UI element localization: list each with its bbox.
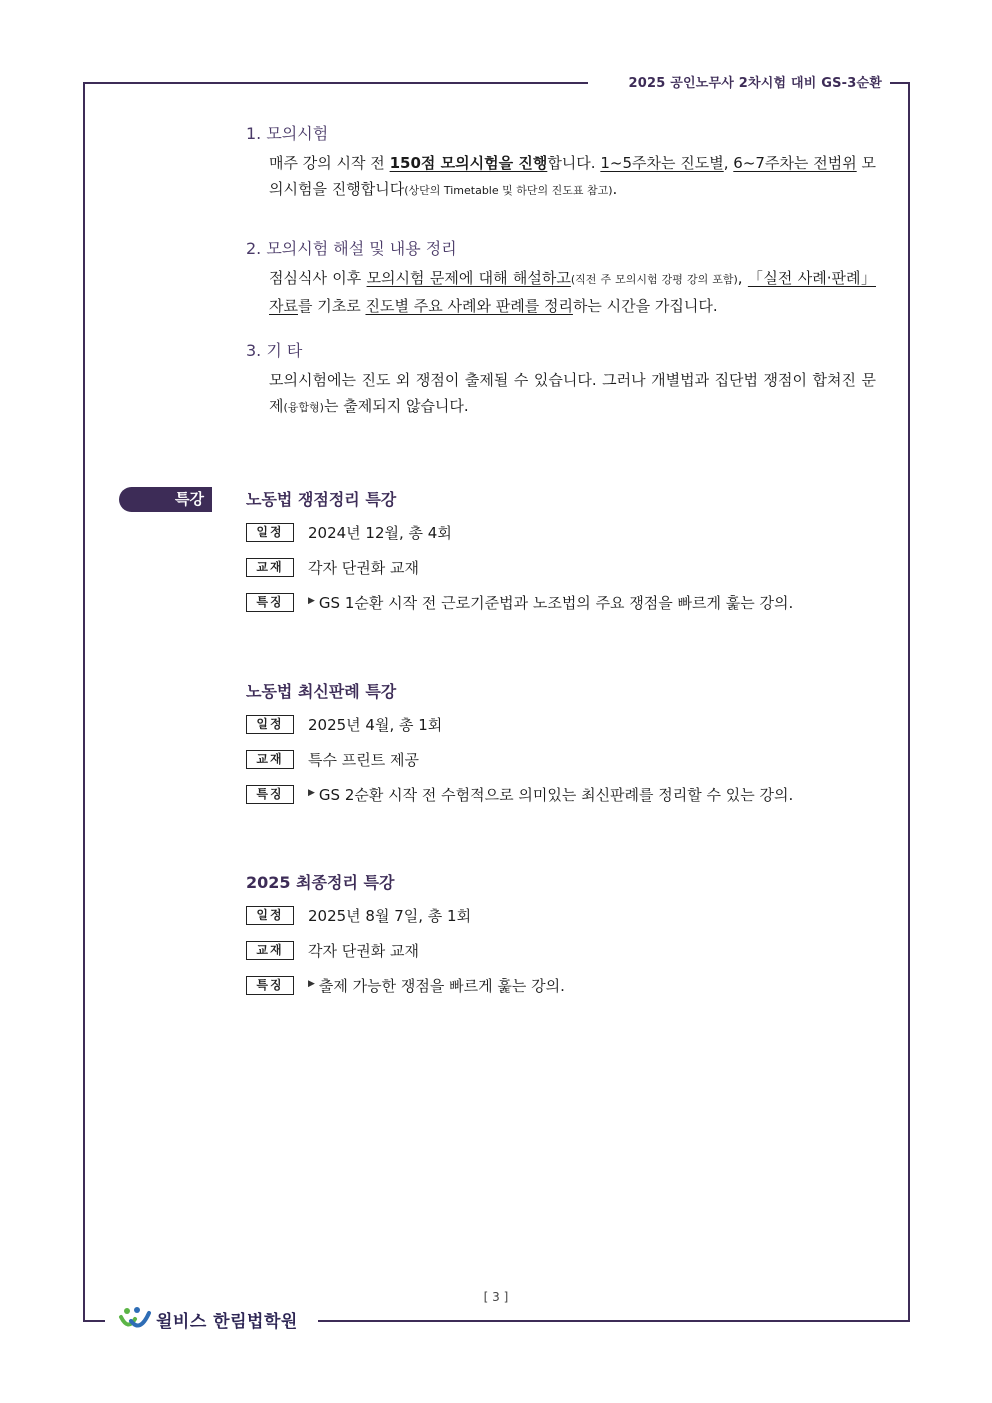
text: 매주 강의 시작 전 [269,154,390,172]
text: 합니다. [547,154,601,172]
text-underlined: 6~7주차는 전범위 [733,154,857,172]
frame-line-top [83,82,588,84]
course-textbook-row [246,555,886,580]
course-schedule-row [246,712,886,737]
schedule-value: 2025년 8월 7일, 총 1회 [308,907,472,925]
schedule-label: 일정 [246,715,294,734]
course-schedule-row [246,903,886,928]
triangle-bullet-icon: ▶ [308,978,315,989]
text: 모의시험에는 진도 외 쟁점이 출제될 수 있습니다. 그러나 개별법과 집단법 쟁점이 합쳐진 문제 [269,371,876,415]
frame-line-bottom-right [318,1320,910,1322]
course-title: 노동법 쟁점정리 특강 [246,490,397,509]
section-title: 3. 기 타 [246,341,303,360]
course-title: 2025 최종정리 특강 [246,873,395,892]
course-textbook-row [246,747,886,772]
course-title: 노동법 최신판례 특강 [246,682,397,701]
text: 점심식사 이후 [269,269,367,287]
feature-label: 특징 [246,593,294,612]
course-recent-cases [246,679,886,817]
text-note: (직전 주 모의시험 강평 강의 포함) [570,273,738,286]
text: 하는 시간을 가집니다. [572,297,718,315]
text-underlined: 「실전 사례·판례」 자료 [269,269,876,315]
section-title: 1. 모의시험 [246,124,329,143]
section-etc [246,338,876,421]
header-title: 2025 공인노무사 2차시험 대비 GS-3순환 [628,76,882,91]
feature-value: 출제 가능한 쟁점을 빠르게 훑는 강의. [318,977,565,995]
textbook-value: 특수 프린트 제공 [308,751,419,769]
course-textbook-row [246,938,886,963]
logo-icon [118,1305,152,1333]
text-underlined: 진도별 주요 사례와 판례를 정리 [365,297,573,315]
triangle-bullet-icon: ▶ [308,595,315,606]
textbook-value: 각자 단권화 교재 [308,942,419,960]
section-body [269,367,876,421]
triangle-bullet-icon: ▶ [308,787,315,798]
text: 는 출제되지 않습니다. [323,397,469,415]
text: 모의시험을 진행합니다 [269,154,876,198]
section-mock-exam [246,121,876,204]
textbook-label: 교재 [246,558,294,577]
textbook-label: 교재 [246,941,294,960]
frame-line-right [908,82,910,1320]
text-emphasis: 150점 모의시험을 진행 [389,154,548,172]
footer-logo [118,1305,298,1333]
schedule-label: 일정 [246,906,294,925]
special-lecture-badge: 특강 [119,487,212,512]
text-note: (상단의 Timetable 및 하단의 진도표 참고) [404,184,613,197]
frame-line-top-right [890,82,910,84]
page-number: [ 3 ] [483,1290,509,1304]
section-body [269,150,876,204]
feature-value: GS 2순환 시작 전 수험적으로 의미있는 최신판례를 정리할 수 있는 강의. [318,786,794,804]
course-issue-summary [246,487,886,625]
text: , [723,154,734,172]
section-title: 2. 모의시험 해설 및 내용 정리 [246,239,457,258]
course-final-summary [246,870,886,1008]
section-review [246,236,876,319]
frame-line-bottom-left [83,1320,105,1322]
schedule-label: 일정 [246,523,294,542]
textbook-label: 교재 [246,750,294,769]
section-body [269,265,876,319]
text-underlined: 1~5주차는 진도별 [600,154,724,172]
course-schedule-row [246,520,886,545]
text: 를 기초로 [297,297,366,315]
textbook-value: 각자 단권화 교재 [308,559,419,577]
course-feature-row [246,973,886,998]
text-underlined: 모의시험 문제에 대해 해설하고 [366,269,571,287]
frame-line-left [83,82,85,1320]
logo-text: 윌비스 한림법학원 [156,1311,298,1332]
course-feature-row [246,782,886,807]
feature-value: GS 1순환 시작 전 근로기준법과 노조법의 주요 쟁점을 빠르게 훑는 강의. [318,594,794,612]
schedule-value: 2024년 12월, 총 4회 [308,524,452,542]
feature-label: 특징 [246,976,294,995]
feature-label: 특징 [246,785,294,804]
schedule-value: 2025년 4월, 총 1회 [308,716,443,734]
text-note: (융합형) [283,401,324,414]
text: , [737,269,748,287]
course-feature-row [246,590,886,615]
text: . [612,180,618,198]
